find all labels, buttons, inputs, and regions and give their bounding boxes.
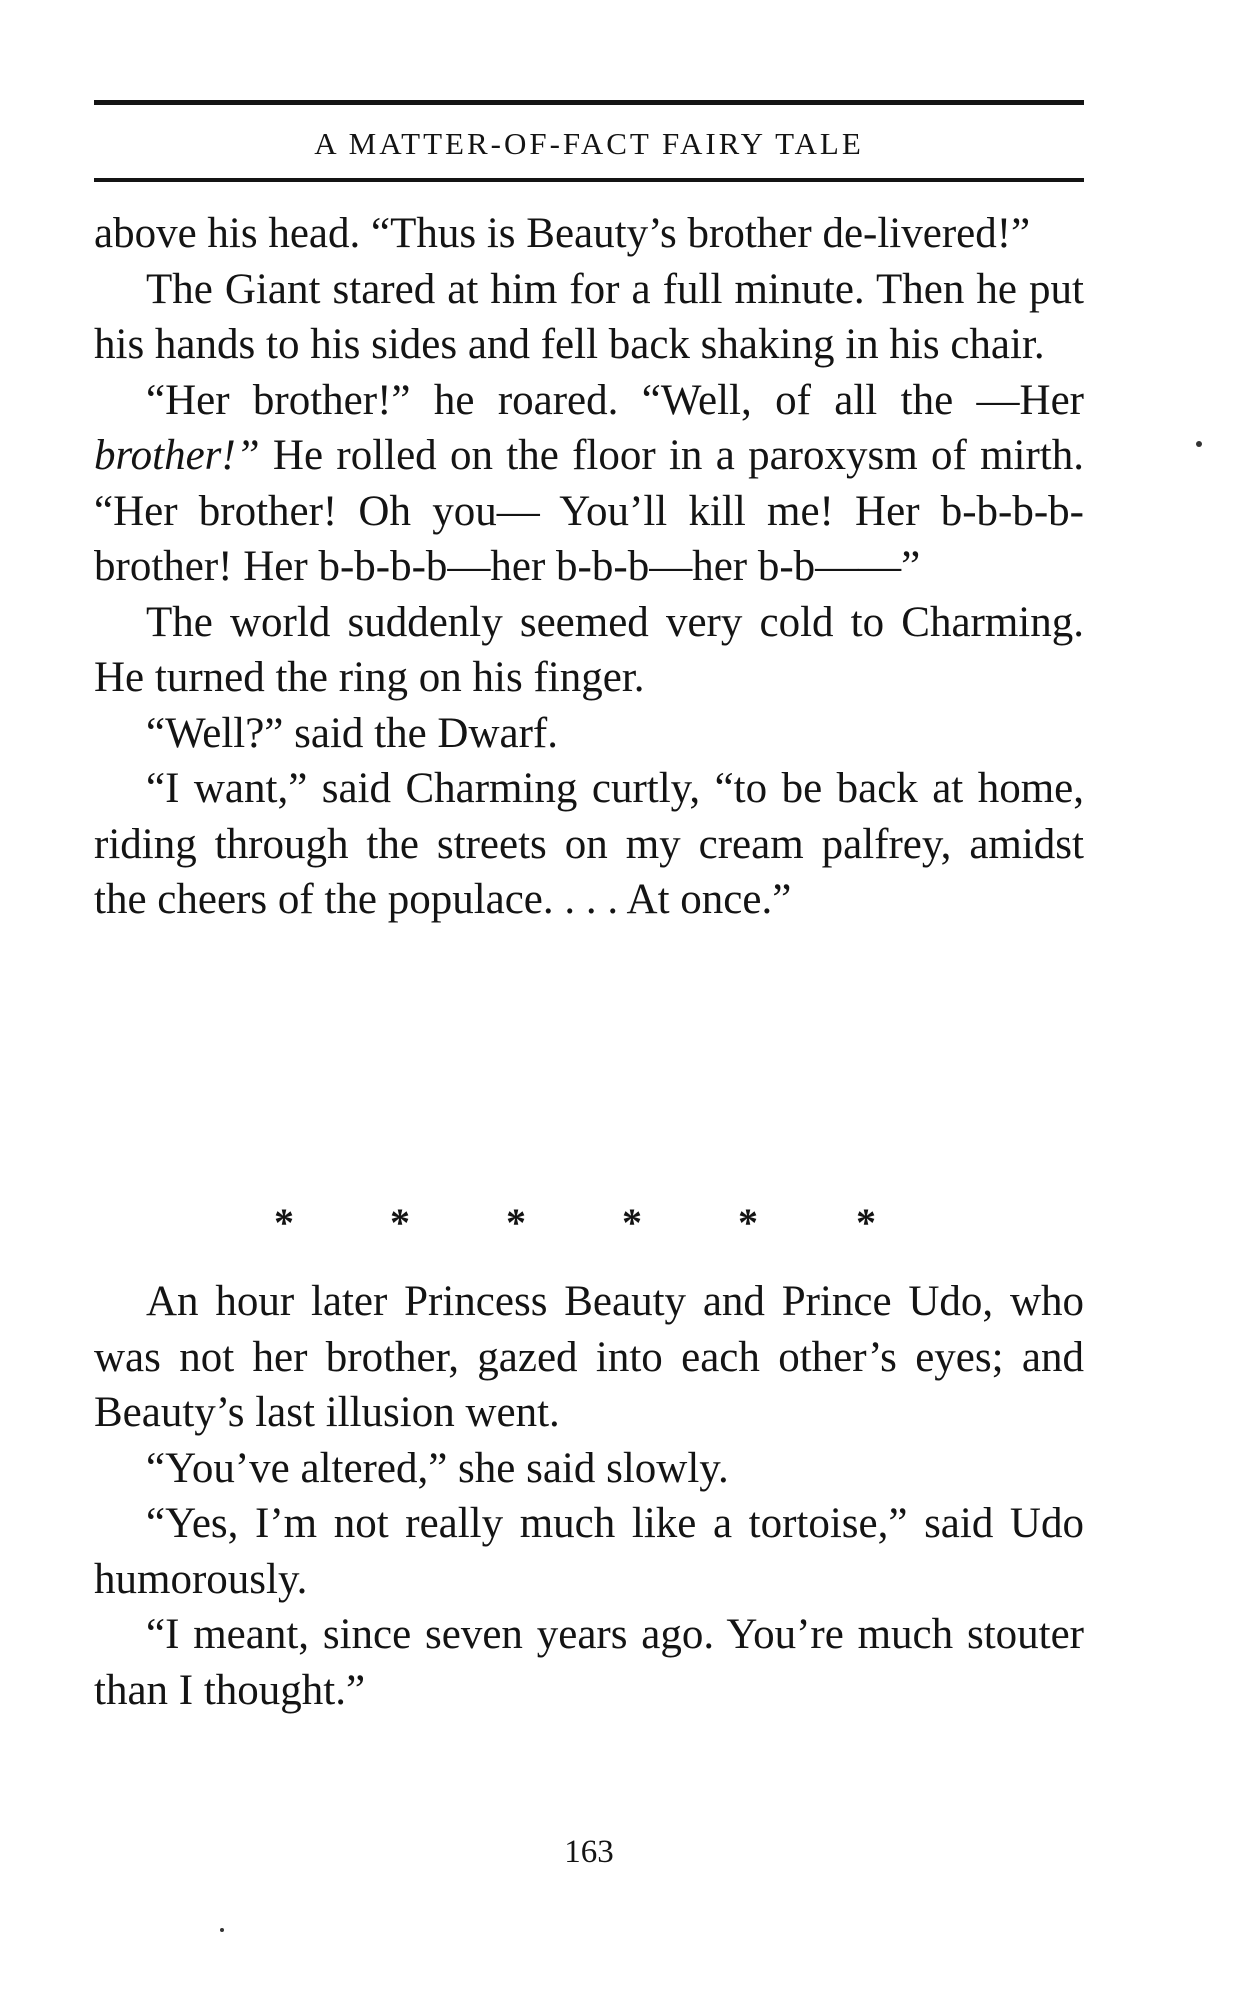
paragraph-2: The Giant stared at him for a full minute. Then he put his hands to his sides and fell back shaking in his chair. <box>94 265 1084 368</box>
paragraph-3-rest: He rolled on the floor in a paroxysm of mirth. “Her brother! Oh you— You’ll kill me! Her b-b-b-b-brother! Her b-b-b-b—her b-b-b—her b-b——” <box>94 432 1084 590</box>
section-break-asterisk: * <box>506 1200 526 1245</box>
paragraph-7: An hour later Princess Beauty and Prince Udo, who was not her brother, gazed into each other’s eyes; and Beauty’s last illusion went. <box>94 1278 1084 1436</box>
section-break <box>94 1195 1084 1251</box>
paragraph-6: “I want,” said Charming curtly, “to be back at home, riding through the streets on my cream palfrey, amidst the cheers of the populace. . . . At once.” <box>94 765 1084 923</box>
section-break-asterisk: * <box>274 1200 294 1245</box>
header-rule-top <box>94 100 1084 105</box>
header-rule-bottom <box>94 178 1084 182</box>
paragraph-8: “You’ve altered,” she said slowly. <box>146 1444 729 1492</box>
page-number: 163 <box>564 1834 614 1870</box>
section-break-asterisk: * <box>856 1200 876 1245</box>
paragraph-3-italic: brother!” <box>94 432 260 479</box>
section-break-asterisk: * <box>622 1200 642 1245</box>
body-text-after-break <box>94 1274 1084 1718</box>
paragraph-1: above his head. “Thus is Beauty’s brother de-livered!” <box>94 210 1031 257</box>
paragraph-9: “Yes, I’m not really much like a tortoise,” said Udo humorously. <box>94 1500 1084 1603</box>
print-speck <box>1196 441 1202 447</box>
running-head: A MATTER-OF-FACT FAIRY TALE <box>314 126 864 161</box>
paragraph-3-lead: “Her brother!” he roared. “Well, of all the —Her <box>146 376 1084 424</box>
paragraph-4: The world suddenly seemed very cold to Charming. He turned the ring on his finger. <box>94 598 1084 701</box>
body-text <box>94 206 1084 928</box>
paragraph-5: “Well?” said the Dwarf. <box>146 709 559 757</box>
print-speck <box>220 1928 224 1932</box>
section-break-asterisk: * <box>738 1200 758 1245</box>
paragraph-10: “I meant, since seven years ago. You’re much stouter than I thought.” <box>94 1611 1084 1714</box>
paragraph-3 <box>94 373 1084 595</box>
section-break-asterisk: * <box>390 1200 410 1245</box>
